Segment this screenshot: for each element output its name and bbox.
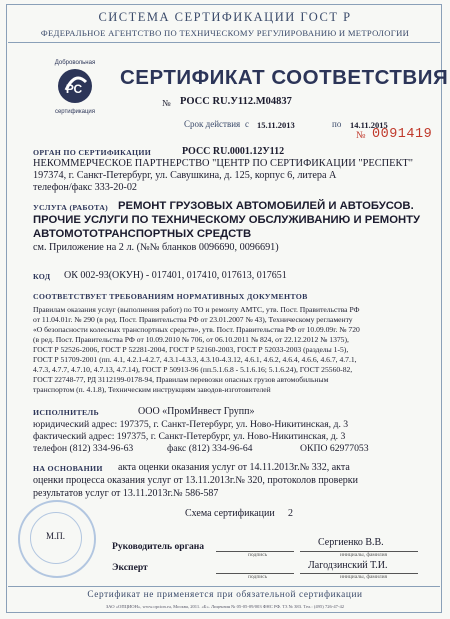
logo-mark: РС xyxy=(65,82,83,96)
executor-fax: факс (812) 334-96-64 xyxy=(167,443,253,454)
executor-label: ИСПОЛНИТЕЛЬ xyxy=(33,408,99,417)
requirement-line: 4.7.3, 4.7.7, 4.7.10, 4.7.13, 4.7.14), ГОСТ Р 50913-96 (пп.5.1.6.8 - 5.1.6.16; 5.1.6.24), ГОСТ 25560-82, xyxy=(33,365,353,374)
logo-caption-top: Добровольная xyxy=(54,60,96,66)
scheme-label: Схема сертификации xyxy=(185,508,275,519)
expert-initials-hint: инициалы, фамилия xyxy=(340,574,388,580)
serial-number: 0091419 xyxy=(372,127,433,142)
validity-from-label: с xyxy=(245,119,249,129)
expert-name: Лагодзинский Т.И. xyxy=(308,560,388,571)
basis-label: НА ОСНОВАНИИ xyxy=(33,464,103,473)
code-value: ОК 002-93(ОКУН) - 017401, 017410, 017613, 017651 xyxy=(64,270,287,281)
executor-phone: телефон (812) 334-96-63 xyxy=(33,443,134,454)
voluntary-certification-logo xyxy=(52,57,98,117)
basis-line-3: результатов услуг от 13.11.2013г.№ 586-587 xyxy=(33,488,219,499)
service-line-2: ПРОЧИЕ УСЛУГИ ПО ТЕХНИЧЕСКОМУ ОБСЛУЖИВАНИЮ И РЕМОНТУ xyxy=(33,214,421,226)
head-sign-hint: подпись xyxy=(248,552,268,558)
number-label: № xyxy=(162,98,171,108)
footer-divider xyxy=(8,586,440,587)
executor-name: ООО «ПромИнвест Групп» xyxy=(138,406,255,417)
certificate-title: СЕРТИФИКАТ СООТВЕТСТВИЯ xyxy=(120,66,449,89)
organ-phone: телефон/факс 333-20-02 xyxy=(33,182,138,193)
organ-label: ОРГАН ПО СЕРТИФИКАЦИИ xyxy=(33,148,152,157)
requirement-line: Правилам оказания услуг (выполнения работ) по ТО и ремонту АМТС, утв. Пост. Правительства РФ xyxy=(33,305,360,314)
expert-sign-hint: подпись xyxy=(248,574,268,580)
organ-code: РОСС RU.0001.12У112 xyxy=(182,146,285,157)
executor-okpo: ОКПО 62977053 xyxy=(300,443,369,454)
validity-from-date: 15.11.2013 xyxy=(257,120,295,130)
requirement-line: ГОСТ 22748-77, РД 3112199-0178-94, Правилам перевозки опасных грузов автомобильным xyxy=(33,375,329,384)
service-label: УСЛУГА (РАБОТА) xyxy=(33,203,109,212)
requirement-line: ГОСТ Р 51709-2001 (пп. 4.1, 4.2.1-4.2.7, 4.3.1-4.3.3, 4.3.10-4.3.12, 4.6.1, 4.6.2, 4.6.4, 4.6.6, 4.6.7, 4.7.1, xyxy=(33,355,357,364)
executor-legal-address: юридический адрес: 197375, г. Санкт-Петербург, ул. Ново-Никитинская, д. 3 xyxy=(33,419,349,430)
head-of-organ-name: Сергиенко В.В. xyxy=(318,537,384,548)
printer-note: ЗАО «ОПЦИОН», www.opcion.ru, Москва, 2011. «Б». Лицензия № 05-05-09/003 ФНС РФ. Т3 № 383. Тел.: (495) 726-47-42 xyxy=(105,604,345,609)
requirements-label: СООТВЕТСТВУЕТ ТРЕБОВАНИЯМ НОРМАТИВНЫХ ДОКУМЕНТОВ xyxy=(33,292,308,301)
expert-label: Эксперт xyxy=(112,562,148,573)
certificate-number: РОСС RU.У112.М04837 xyxy=(180,96,292,107)
service-line-1: РЕМОНТ ГРУЗОВЫХ АВТОМОБИЛЕЙ И АВТОБУСОВ. xyxy=(118,200,414,212)
serial-prefix: № xyxy=(356,130,366,141)
scheme-value: 2 xyxy=(288,508,293,519)
requirement-line: от 11.04.01г. № 290 (в ред. Пост. Правительства РФ от 23.01.2007 № 43), Техническому регламенту xyxy=(33,315,353,324)
logo-caption-bottom: сертификация xyxy=(54,109,96,115)
service-line-3: АВТОМОТОТРАНСПОРТНЫХ СРЕДСТВ xyxy=(33,228,252,240)
code-label: КОД xyxy=(33,272,51,281)
requirement-line: (в ред. Пост. Правительства РФ от 10.09.2010 № 706, от 06.10.2011 № 824, от 22.12.2012 № 1375), xyxy=(33,335,349,344)
stamp-label: М.П. xyxy=(46,531,66,541)
organ-name: НЕКОММЕРЧЕСКОЕ ПАРТНЕРСТВО "ЦЕНТР ПО СЕРТИФИКАЦИИ "РЕСПЕКТ" xyxy=(33,158,413,169)
header-divider xyxy=(8,42,440,43)
agency-name: ФЕДЕРАЛЬНОЕ АГЕНТСТВО ПО ТЕХНИЧЕСКОМУ РЕГУЛИРОВАНИЮ И МЕТРОЛОГИИ xyxy=(40,28,410,38)
head-initials-hint: инициалы, фамилия xyxy=(340,552,388,558)
basis-line-1: акта оценки оказания услуг от 14.11.2013г.№ 332, акта xyxy=(118,462,350,473)
validity-to-label: по xyxy=(332,119,342,129)
head-of-organ-label: Руководитель органа xyxy=(112,541,205,552)
service-appendix: см. Приложение на 2 л. (№№ бланков 0096690, 0096691) xyxy=(33,242,279,253)
requirement-line: транспортом (п. 4.1.8), Техническим инструкциям заводов-изготовителей xyxy=(33,385,271,394)
validity-to-date: 14.11.2015 xyxy=(350,120,388,130)
certification-system-title: СИСТЕМА СЕРТИФИКАЦИИ ГОСТ Р xyxy=(98,10,352,24)
executor-actual-address: фактический адрес: 197375, г. Санкт-Петербург, ул. Ново-Никитинская, д. 3 xyxy=(33,431,346,442)
basis-line-2: оценки процесса оказания услуг от 13.11.2013г.№ 320, протоколов проверки xyxy=(33,475,358,486)
footer-note: Сертификат не применяется при обязательной сертификации xyxy=(87,590,363,600)
requirement-line: ГОСТ Р 52526-2006, ГОСТ Р 52281-2004, ГОСТ Р 52160-2003, ГОСТ Р 52033-2003 (разделы 1-5), xyxy=(33,345,349,354)
validity-label: Срок действия xyxy=(184,119,241,129)
organ-address: 197374, г. Санкт-Петербург, ул. Савушкина, д. 125, корпус 6, литера А xyxy=(33,170,337,181)
requirement-line: «О безопасности колесных транспортных средств», утв. Пост. Правительства РФ от 10.09.09г. № 720 xyxy=(33,325,360,334)
